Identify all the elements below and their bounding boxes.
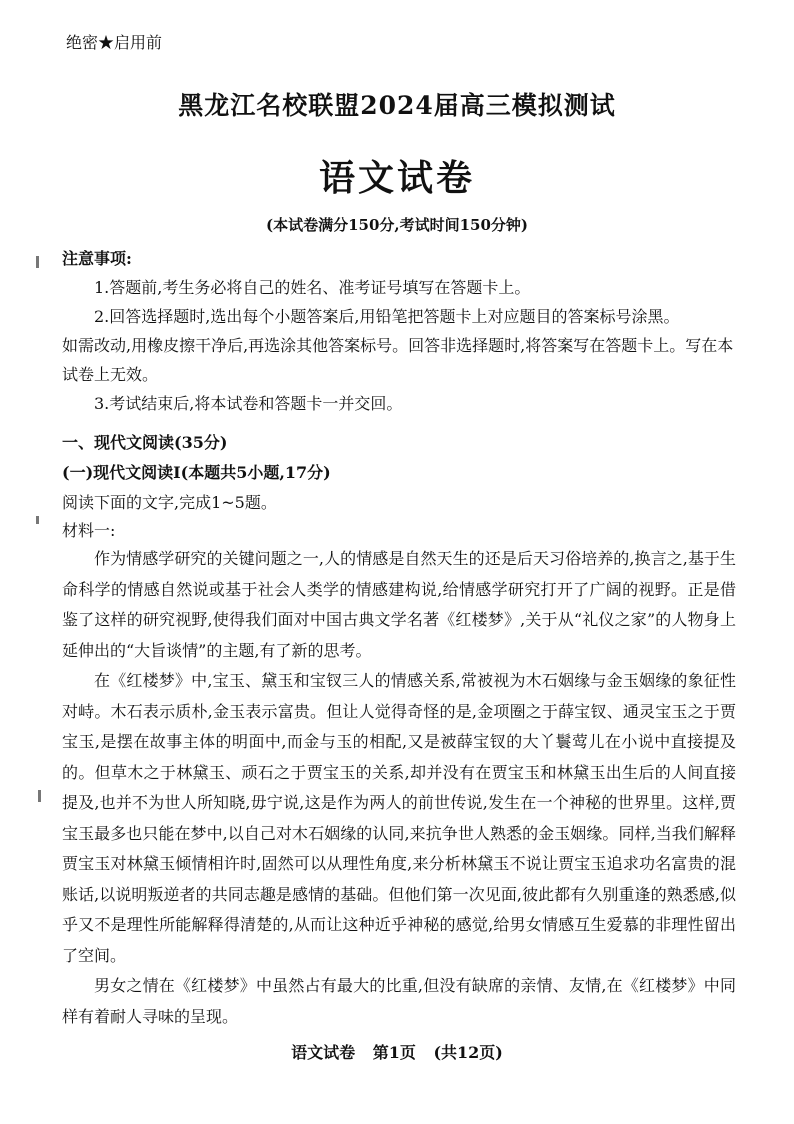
notice-heading: 注意事项:	[62, 249, 132, 268]
page-footer	[0, 1040, 794, 1063]
exam-info: (本试卷满分150分,考试时间150分钟)	[265, 216, 529, 234]
notice-block	[62, 244, 734, 418]
passage	[62, 544, 736, 1032]
passage-paragraph: 在《红楼梦》中,宝玉、黛玉和宝钗三人的情感关系,常被视为木石姻缘与金玉姻缘的象征性对峙。木石表示质朴,金玉表示富贵。但让人觉得奇怪的是,金项圈之于薛宝钗、通灵宝玉之于贾宝玉,是摆在故事主体的明面中,而金与玉的相配,又是被薛宝钗的大丫鬟莺儿在小说中直接提及的。但草木之于林黛玉、顽石之于贾宝玉的关系,却并没有在贾宝玉和林黛玉出生后的人间直接提及,也并不为世人所知晓,毋宁说,这是作为两人的前世传说,发生在一个神秘的世界里。这样,贾宝玉最多也只能在梦中,以自己对木石姻缘的认同,来抗争世人熟悉的金玉姻缘。同样,当我们解释贾宝玉对林黛玉倾情相许时,固然可以从理性角度,来分析林黛玉不说让贾宝玉追求功名富贵的混账话,以说明叛逆者的共同志趣是感情的基础。但他们第一次见面,彼此都有久别重逢的熟悉感,似乎又不是理性所能解释得清楚的,从而让这种近乎神秘的感觉,给男女情感互生爱慕的非理性留出了空间。	[62, 671, 736, 965]
scan-artifact	[38, 790, 41, 802]
footer-subject: 语文试卷	[291, 1043, 356, 1062]
passage-paragraph: 男女之情在《红楼梦》中虽然占有最大的比重,但没有缺席的亲情、友情,在《红楼梦》中同样有着耐人寻味的呈现。	[62, 976, 736, 1026]
material-label: 材料一:	[62, 521, 116, 540]
notice-item-3: 3.考试结束后,将本试卷和答题卡一并交回。	[94, 394, 403, 413]
reading-instruction: 阅读下面的文字,完成1~5题。	[62, 493, 277, 512]
subject-title: 语文试卷	[318, 157, 475, 199]
notice-item-2: 2.回答选择题时,选出每个小题答案后,用铅笔把答题卡上对应题目的答案标号涂黑。	[94, 307, 680, 326]
exam-title: 黑龙江名校联盟2024届高三模拟测试	[178, 91, 616, 120]
confidential-label: 绝密★启用前	[66, 33, 163, 52]
notice-item-2-continuation: 如需改动,用橡皮擦干净后,再选涂其他答案标号。回答非选择题时,将答案写在答题卡上。写在本试卷上无效。	[62, 336, 734, 384]
notice-item-1: 1.答题前,考生务必将自己的姓名、准考证号填写在答题卡上。	[94, 278, 531, 297]
subsection-title: (一)现代文阅读Ⅰ(本题共5小题,17分)	[62, 463, 331, 482]
scan-artifact	[36, 256, 39, 268]
section-title: 一、现代文阅读(35分)	[62, 433, 228, 452]
scan-artifact	[36, 516, 39, 524]
footer-total-pages: (共12页)	[433, 1043, 503, 1062]
footer-page-number: 第1页	[372, 1043, 416, 1062]
passage-paragraph: 作为情感学研究的关键问题之一,人的情感是自然天生的还是后天习俗培养的,换言之,基于生命科学的情感自然说或基于社会人类学的情感建构说,给情感学研究打开了广阔的视野。正是借鉴了这样的研究视野,使得我们面对中国古典文学名著《红楼梦》,关于从“礼仪之家”的人物身上延伸出的“大旨谈情”的主题,有了新的思考。	[62, 549, 736, 660]
